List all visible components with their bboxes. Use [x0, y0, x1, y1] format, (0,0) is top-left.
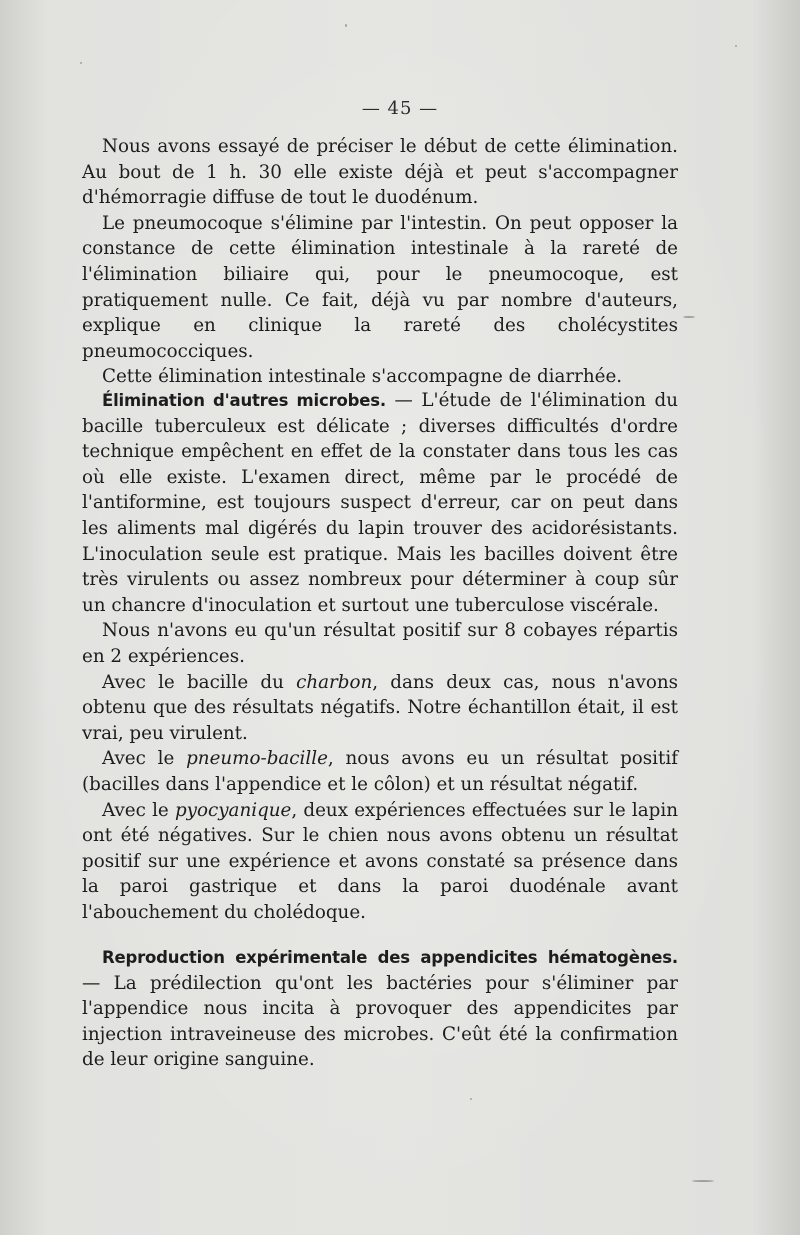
paragraph-pneumobacillus: [82, 746, 678, 797]
section-heading-appendicitis: Reproduction expérimentale des appendicites hématogènes.: [102, 948, 678, 967]
pneumobacillus-text-before: Avec le: [102, 748, 187, 770]
pyocyanic-term: pyocyanique: [174, 799, 292, 821]
scan-speck: [470, 1098, 472, 1100]
paragraph-elimination-onset: Nous avons essayé de préciser le début de cette élimination. Au bout de 1 h. 30 elle existe déjà et peut s'accompagner d'hémorragie diffuse de tout le duodénum.: [82, 136, 678, 209]
scan-speck: [735, 45, 737, 47]
heading-dash: —: [385, 390, 422, 411]
pneumobacillus-term: pneumo-bacille: [186, 748, 328, 770]
appendicitis-text: La prédilection qu'ont les bactéries pour s'éliminer par l'appendice nous incita à provoquer des appendicites par injection intraveineuse des microbes. C'eût été la confirmation de leur origine sanguine.: [82, 972, 679, 1071]
page-number: — 45 —: [361, 98, 439, 119]
scan-speck: [683, 316, 695, 318]
anthrax-text-after: , dans deux cas, nous n'avons obtenu que des résultats négatifs. Notre échantillon était, il est vrai, peu virulent.: [82, 671, 678, 744]
pyocyanic-text-after: , deux expériences effectuées sur le lapin ont été négatives. Sur le chien nous avons obtenu un résultat positif sur une expérience et avons constaté sa présence dans la paroi gastrique et dans la paroi duodénale avant l'abouchement du cholédoque.: [82, 799, 678, 923]
anthrax-term: charbon: [296, 671, 373, 693]
section-heading-other-microbes: Élimination d'autres microbes.: [102, 391, 386, 410]
scan-speck: [80, 62, 82, 64]
heading-dash-2: —: [82, 972, 114, 994]
paragraph-appendicitis: [82, 945, 678, 1073]
section-pneumococcus-elimination: [82, 134, 678, 390]
section-other-microbes: [82, 388, 678, 925]
section-appendicitis: [82, 945, 678, 1073]
anthrax-text-before: Avec le bacille du: [102, 671, 297, 693]
paragraph-pneumococcus-intestine: Le pneumocoque s'élimine par l'intestin. On peut opposer la constance de cette élimination intestinale à la rareté de l'élimination biliaire qui, pour le pneumocoque, est pratiquement nulle. Ce fait, déjà vu par nombre d'auteurs, explique en clinique la rareté des cholécystites pneumococciques.: [82, 212, 678, 362]
paragraph-pyocyanic: [82, 798, 678, 926]
paragraph-anthrax: [82, 670, 678, 747]
pneumobacillus-text-after: , nous avons eu un résultat positif (bacilles dans l'appendice et le côlon) et un résultat négatif.: [82, 748, 678, 795]
paragraph-tuberculosis: [82, 388, 678, 618]
paragraph-diarrhea: Cette élimination intestinale s'accompagne de diarrhée.: [102, 366, 623, 388]
scan-speck: [692, 1180, 714, 1182]
tuberculosis-text: L'étude de l'élimination du bacille tuberculeux est délicate ; diverses difficultés d'ordre technique empêchent en effet de la constater dans tous les cas où elle existe. L'examen direct, même par le procédé de l'antiformine, est toujours suspect d'erreur, car on peut dans les aliments mal digérés du lapin trouver des acidorésistants. L'inoculation seule est pratique. Mais les bacilles doivent être très virulents ou assez nombreux pour déterminer à coup sûr un chancre d'inoculation et surtout une tuberculose viscérale.: [82, 390, 678, 616]
pyocyanic-text-before: Avec le: [102, 799, 175, 821]
scan-speck: [345, 24, 347, 27]
paragraph-guinea-pigs: Nous n'avons eu qu'un résultat positif sur 8 cobayes répartis en 2 expériences.: [82, 620, 678, 667]
